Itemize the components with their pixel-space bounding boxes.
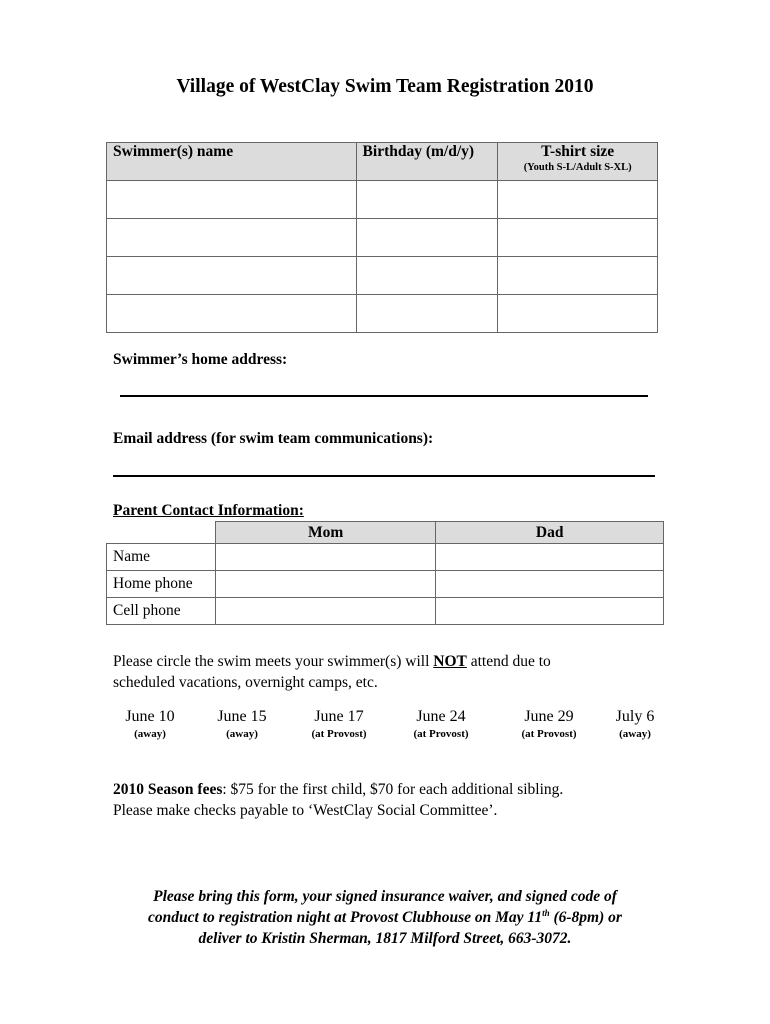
- page-title: Village of WestClay Swim Team Registration 2010: [176, 76, 594, 97]
- meets-instruction-line2: scheduled vacations, overnight camps, etc.: [113, 674, 378, 691]
- meets-instruction-after: attend due to: [466, 653, 551, 670]
- header-birthday: Birthday (m/d/y): [356, 143, 498, 181]
- fees-text: : $75 for the first child, $70 for each additional sibling.: [222, 781, 564, 798]
- header-mom: Mom: [215, 522, 436, 544]
- table-row: [107, 571, 664, 598]
- header-dad: Dad: [436, 522, 664, 544]
- meet-date: July 6: [615, 708, 655, 725]
- swimmer-name-cell[interactable]: [107, 219, 357, 257]
- table-row: [107, 598, 664, 625]
- dad-home-phone-cell[interactable]: [436, 571, 664, 598]
- table-row: [107, 181, 658, 219]
- meet-location: (at Provost): [413, 728, 469, 740]
- email-label: Email address (for swim team communications):: [113, 430, 434, 447]
- birthday-cell[interactable]: [356, 295, 498, 333]
- meet-location: (at Provost): [311, 728, 367, 740]
- dad-name-cell[interactable]: [436, 544, 664, 571]
- swimmer-name-cell[interactable]: [107, 257, 357, 295]
- row-label-cell-phone: Cell phone: [107, 598, 216, 625]
- meet-date: June 15: [217, 708, 267, 725]
- meet-item[interactable]: [396, 708, 486, 740]
- mom-name-cell[interactable]: [215, 544, 436, 571]
- header-swimmer-name: Swimmer(s) name: [107, 143, 357, 181]
- swimmer-name-cell[interactable]: [107, 181, 357, 219]
- meets-instruction: [113, 651, 673, 693]
- birthday-cell[interactable]: [356, 219, 498, 257]
- birthday-cell[interactable]: [356, 257, 498, 295]
- meet-date: June 24: [416, 708, 466, 725]
- mom-home-phone-cell[interactable]: [215, 571, 436, 598]
- meet-location: (away): [134, 728, 166, 740]
- header-tshirt-sub: (Youth S-L/Adult S-XL): [523, 162, 632, 173]
- birthday-cell[interactable]: [356, 181, 498, 219]
- meet-item[interactable]: [600, 708, 670, 740]
- table-row: [107, 257, 658, 295]
- tshirt-cell[interactable]: [498, 219, 658, 257]
- closing-line1: Please bring this form, your signed insurance waiver, and signed code of: [153, 888, 617, 905]
- meets-instruction-before: Please circle the swim meets your swimmer(s) will: [113, 653, 434, 670]
- tshirt-cell[interactable]: [498, 181, 658, 219]
- email-line[interactable]: [113, 475, 655, 477]
- tshirt-cell[interactable]: [498, 295, 658, 333]
- row-label-name: Name: [107, 544, 216, 571]
- meets-instruction-emphasis: NOT: [433, 653, 467, 670]
- meet-location: (away): [226, 728, 258, 740]
- meet-location: (at Provost): [521, 728, 577, 740]
- meet-date: June 17: [314, 708, 364, 725]
- meet-location: (away): [619, 728, 651, 740]
- table-row: [107, 295, 658, 333]
- meet-item[interactable]: [294, 708, 384, 740]
- table-row: [107, 219, 658, 257]
- mom-cell-phone-cell[interactable]: [215, 598, 436, 625]
- tshirt-cell[interactable]: [498, 257, 658, 295]
- closing-line2-after: (6-8pm) or: [549, 909, 622, 926]
- meet-item[interactable]: [504, 708, 594, 740]
- header-tshirt: [498, 143, 658, 181]
- meet-item[interactable]: [202, 708, 282, 740]
- header-tshirt-label: T-shirt size: [541, 143, 615, 160]
- closing-line3: deliver to Kristin Sherman, 1817 Milford Street, 663-3072.: [198, 930, 572, 947]
- closing-line2-sup: th: [542, 907, 550, 918]
- swimmer-table: [106, 142, 658, 333]
- parent-contact-heading: Parent Contact Information:: [113, 502, 304, 519]
- season-fees: [113, 779, 673, 821]
- fees-payable: Please make checks payable to ‘WestClay Social Committee’.: [113, 802, 498, 819]
- swimmer-name-cell[interactable]: [107, 295, 357, 333]
- home-address-line[interactable]: [120, 395, 648, 397]
- closing-line2-before: conduct to registration night at Provost Clubhouse on May 11: [148, 909, 543, 926]
- meet-date: June 10: [125, 708, 175, 725]
- dad-cell-phone-cell[interactable]: [436, 598, 664, 625]
- closing-instructions: [100, 886, 670, 949]
- meet-date: June 29: [524, 708, 574, 725]
- home-address-label: Swimmer’s home address:: [113, 351, 288, 368]
- meet-item[interactable]: [110, 708, 190, 740]
- fees-label: 2010 Season fees: [113, 781, 223, 798]
- row-label-home-phone: Home phone: [107, 571, 216, 598]
- parent-contact-table: [106, 521, 664, 625]
- parent-table-corner: [107, 522, 216, 544]
- table-row: [107, 544, 664, 571]
